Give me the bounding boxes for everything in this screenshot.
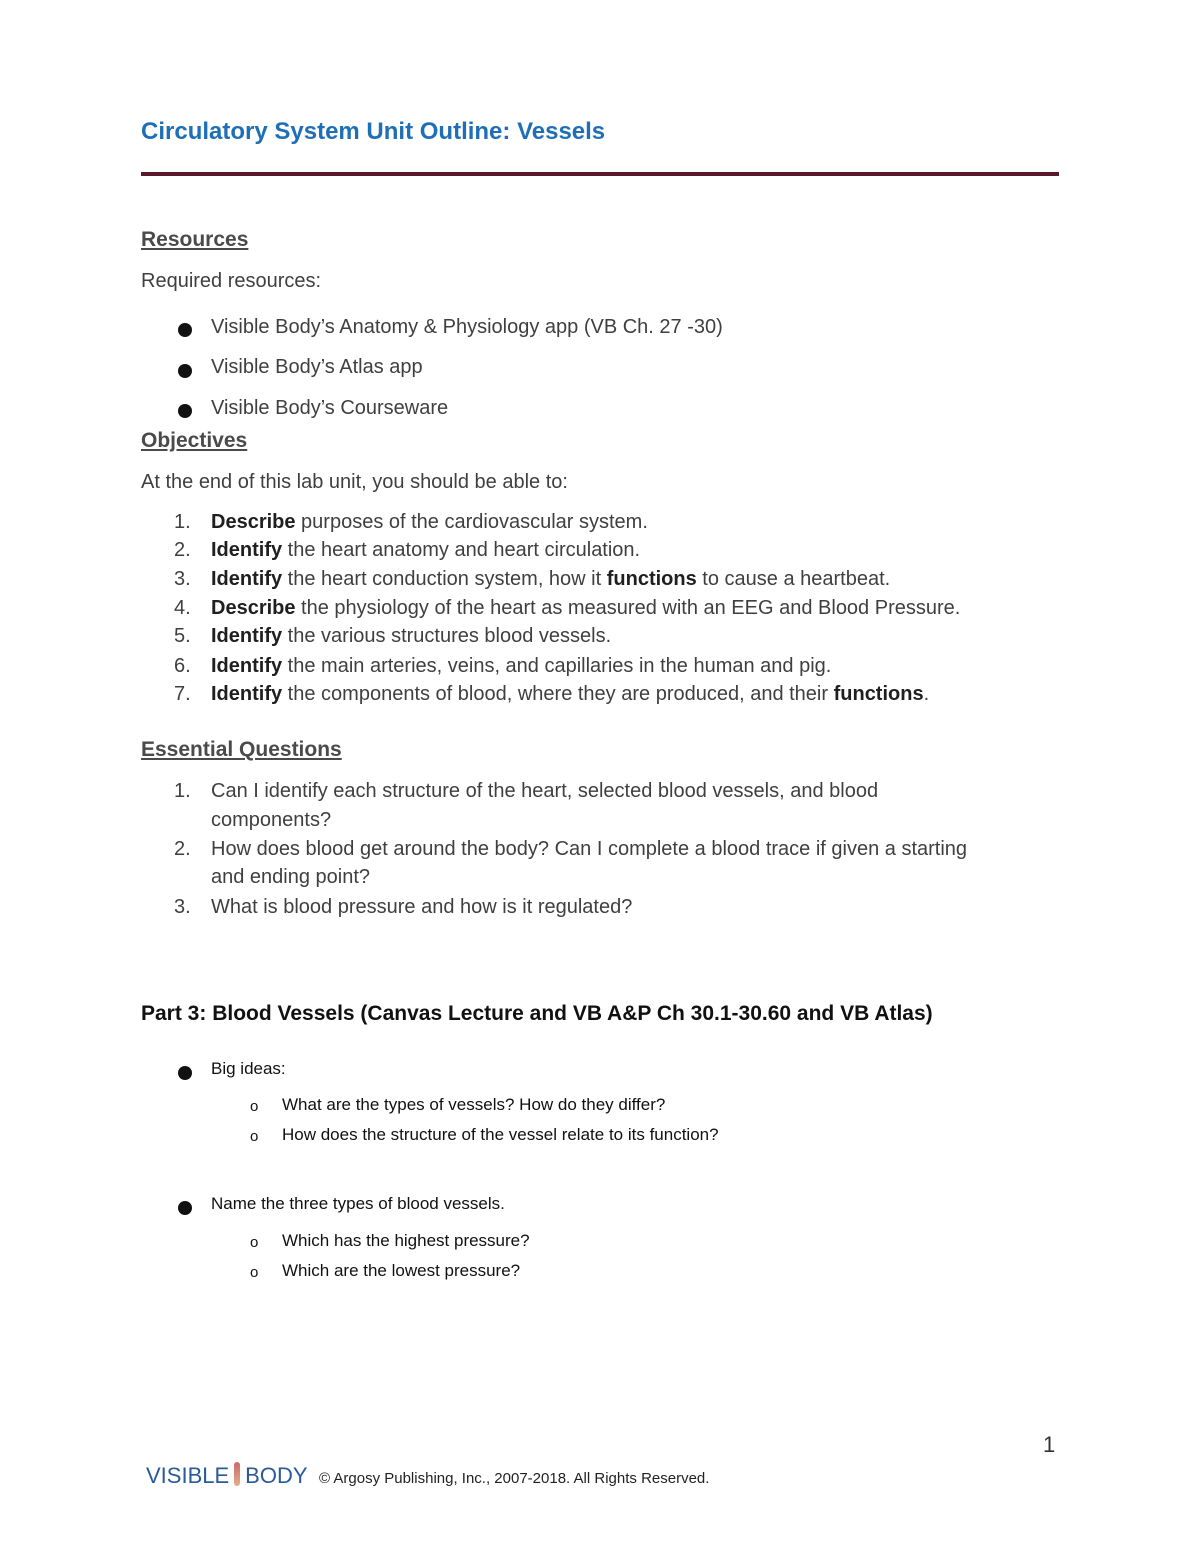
item-number: 4. (174, 597, 191, 619)
sub-item: What are the types of vessels? How do they differ? (282, 1095, 666, 1114)
question-line: What is blood pressure and how is it regulated? (211, 896, 633, 918)
objective-text: Describe purposes of the cardiovascular system. (211, 511, 648, 533)
sub-bullet-icon: o (250, 1264, 259, 1281)
resources-intro: Required resources: (141, 270, 322, 292)
resource-label: Visible Body’s Anatomy & Physiology app (VB Ch. 27 -30) (211, 316, 723, 338)
objective-text: Identify the main arteries, veins, and capillaries in the human and pig. (211, 655, 832, 677)
group-label: Name the three types of blood vessels. (211, 1194, 505, 1213)
sub-bullet-icon: o (250, 1234, 259, 1251)
objectives-intro: At the end of this lab unit, you should be able to: (141, 471, 568, 493)
objective-text: Identify the heart conduction system, how it functions to cause a heartbeat. (211, 568, 891, 590)
copyright-notice: © Argosy Publishing, Inc., 2007-2018. All Rights Reserved. (319, 1470, 710, 1487)
title-divider (141, 172, 1059, 176)
objectives-heading: Objectives (141, 429, 248, 452)
question-line: and ending point? (211, 866, 371, 888)
visible-body-logo: VISIBLE BODY (146, 1463, 308, 1488)
question-line: components? (211, 809, 332, 831)
sub-bullet-icon: o (250, 1098, 259, 1115)
bullet-icon (178, 1066, 192, 1080)
item-number: 1. (174, 780, 191, 802)
resources-heading: Resources (141, 228, 249, 251)
essential-questions-heading: Essential Questions (141, 738, 342, 761)
page-number: 1 (1043, 1432, 1056, 1457)
sub-bullet-icon: o (250, 1128, 259, 1145)
page-title: Circulatory System Unit Outline: Vessels (141, 118, 606, 145)
resource-label: Visible Body’s Courseware (211, 397, 449, 419)
body-figure-icon (234, 1462, 240, 1486)
question-line: Can I identify each structure of the heart, selected blood vessels, and blood (211, 780, 879, 802)
item-number: 7. (174, 683, 191, 705)
bullet-icon (178, 1201, 192, 1215)
item-number: 3. (174, 896, 191, 918)
bullet-icon (178, 323, 192, 337)
group-label: Big ideas: (211, 1059, 286, 1078)
item-number: 2. (174, 539, 191, 561)
objective-text: Identify the various structures blood vessels. (211, 625, 612, 647)
question-line: How does blood get around the body? Can I complete a blood trace if given a starting (211, 838, 968, 860)
item-number: 5. (174, 625, 191, 647)
objective-text: Describe the physiology of the heart as measured with an EEG and Blood Pressure. (211, 597, 961, 619)
item-number: 1. (174, 511, 191, 533)
part3-heading: Part 3: Blood Vessels (Canvas Lecture and VB A&P Ch 30.1-30.60 and VB Atlas) (141, 1002, 933, 1025)
objective-text: Identify the heart anatomy and heart circulation. (211, 539, 641, 561)
resource-label: Visible Body’s Atlas app (211, 356, 423, 378)
bullet-icon (178, 404, 192, 418)
item-number: 3. (174, 568, 191, 590)
bullet-icon (178, 364, 192, 378)
sub-item: How does the structure of the vessel relate to its function? (282, 1125, 719, 1144)
sub-item: Which are the lowest pressure? (282, 1261, 521, 1280)
item-number: 6. (174, 655, 191, 677)
sub-item: Which has the highest pressure? (282, 1231, 530, 1250)
objective-text: Identify the components of blood, where they are produced, and their functions. (211, 683, 930, 705)
item-number: 2. (174, 838, 191, 860)
